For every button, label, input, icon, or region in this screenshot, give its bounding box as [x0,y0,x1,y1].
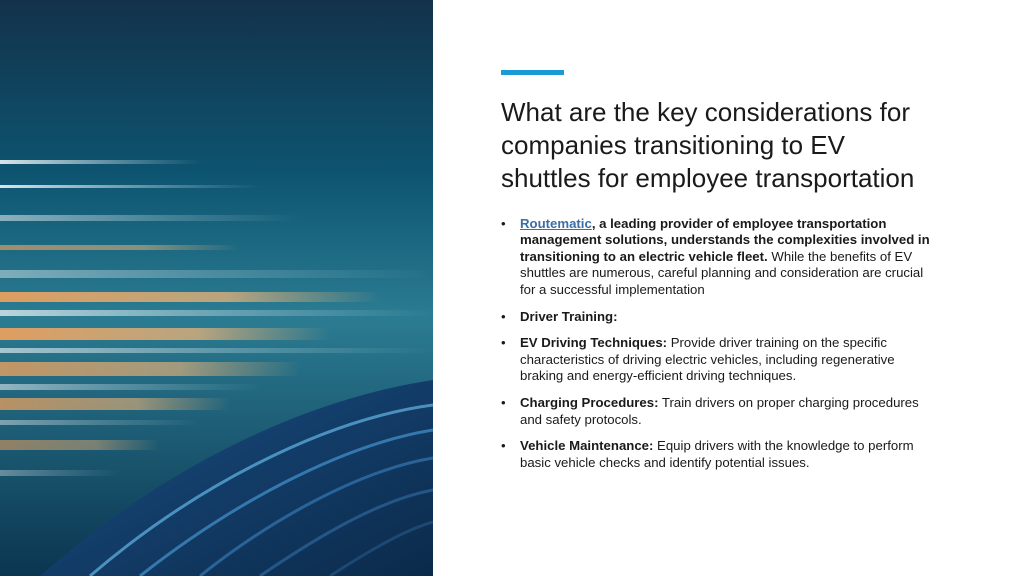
bullet-bold-text: Vehicle Maintenance: [520,438,654,454]
motion-blur-photo [0,0,433,576]
bullet-dot: • [501,438,506,454]
list-item [501,335,941,384]
bullet-bold-text: Charging Procedures: [520,395,659,411]
routematic-link[interactable]: Routematic [520,216,592,231]
list-item [501,395,941,428]
bullet-dot: • [501,395,506,411]
bullet-dot: • [501,335,506,351]
accent-bar [501,70,564,75]
bullet-text: Equip drivers with the knowledge to perform basic vehicle checks and identify potential issues. [520,438,914,470]
bullet-text: Train drivers on proper charging procedures and safety protocols. [520,395,919,427]
bullet-bold-text: EV Driving Techniques: [520,335,668,351]
motion-blur-city-photo-icon [0,0,433,576]
bullet-bold-text: , a leading provider of employee transportation management solutions, understands the complexities involved in transitioning to an electric vehicle fleet. [520,216,930,264]
list-item [501,309,941,325]
bullet-bold-text: Driver Training: [520,308,618,324]
list-item [501,438,941,471]
bullet-dot: • [501,216,506,231]
bullet-text: Provide driver training on the specific characteristics of driving electric vehicles, including regenerative braking and energy-efficient driving techniques. [520,335,895,384]
bullet-dot: • [501,308,506,324]
list-item [501,216,941,298]
bullet-text: While the benefits of EV shuttles are numerous, careful planning and consideration are crucial for a successful implementation [520,248,924,297]
slide-title: What are the key considerations for companies transitioning to EV shuttles for employee transportation [501,97,915,193]
bullet-list [501,216,941,482]
